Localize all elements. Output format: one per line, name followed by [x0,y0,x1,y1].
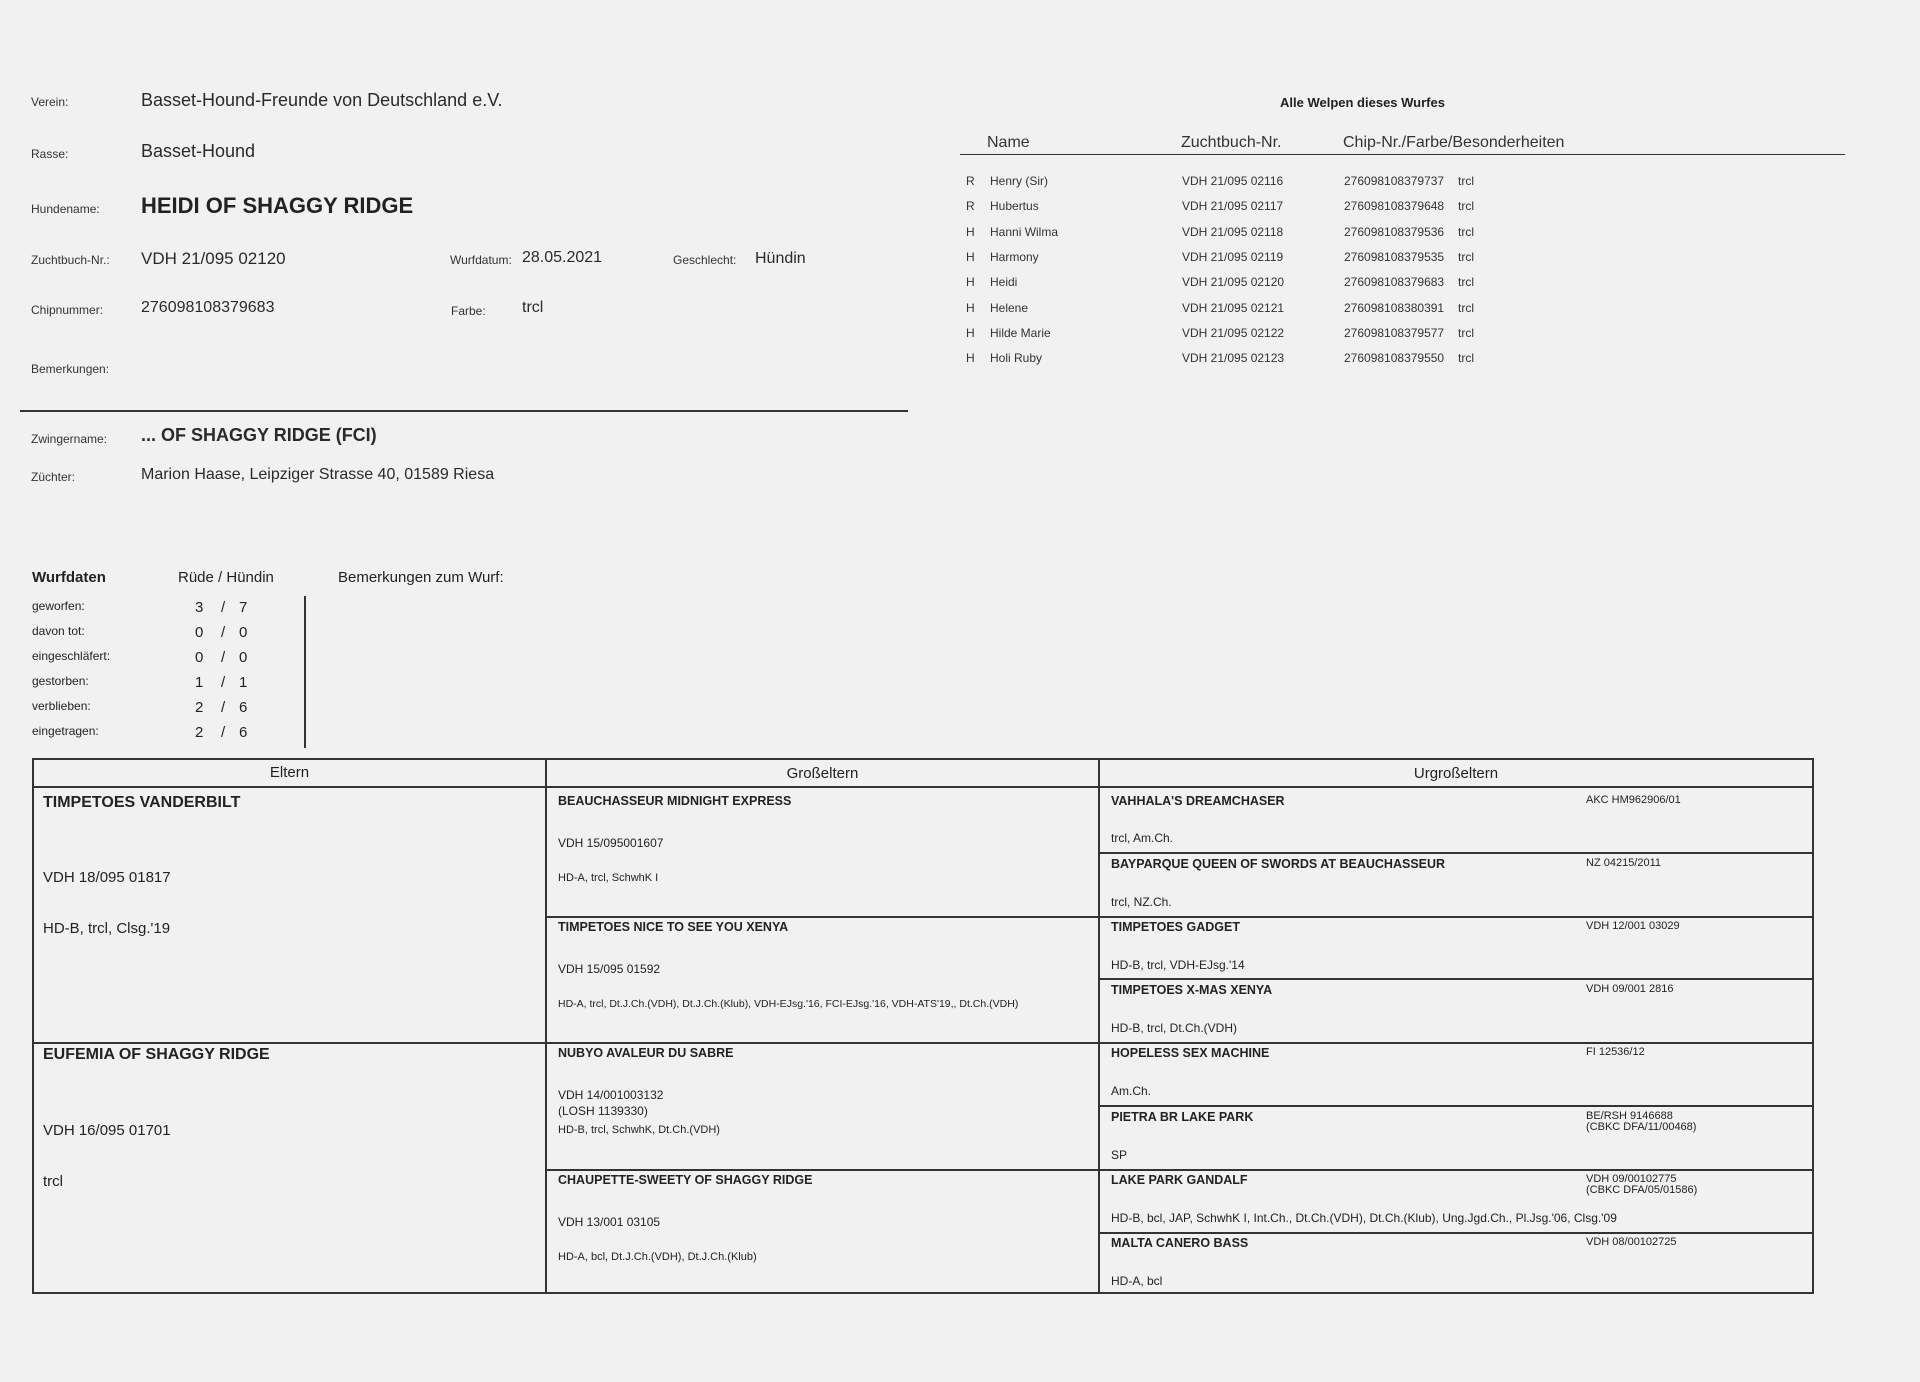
puppy-chip: 276098108379737 [1344,174,1445,188]
farbe-label: Farbe: [451,304,486,318]
puppy-farbe: trcl [1458,224,1474,239]
litter-f: 6 [239,699,248,716]
ggp-info: HD-B, trcl, Dt.Ch.(VDH) [1111,1021,1237,1035]
litter-m: 2 [195,699,204,716]
puppy-chip: 276098108379550 [1344,351,1445,366]
gp-divider-3 [546,1169,1100,1171]
ggp-name: TIMPETOES GADGET [1111,920,1240,934]
ggp-info: trcl, NZ.Ch. [1111,895,1172,909]
ggp-divider-1 [1099,852,1812,854]
ggp-info: HD-B, bcl, JAP, SchwhK I, Int.Ch., Dt.Ch.(VDH), Dt.Ch.(Klub), Ung.Jgd.Ch., Pl.Jsg.'06, Clsg.'09 [1111,1211,1617,1225]
gp-name: TIMPETOES NICE TO SEE YOU XENYA [558,920,789,934]
dam-reg: VDH 16/095 01701 [43,1122,171,1139]
dam-name: EUFEMIA OF SHAGGY RIDGE [43,1046,270,1063]
verein-label: Verein: [31,95,69,109]
puppy-sex: H [966,300,975,315]
zwinger-value: ... OF SHAGGY RIDGE (FCI) [141,425,377,445]
ggp-reg: BE/RSH 9146688 [1586,1110,1673,1122]
litter-remarks-label: Bemerkungen zum Wurf: [338,569,504,586]
litter-slash: / [221,724,226,741]
litter-slash: / [221,624,226,641]
hundename-label: Hundename: [31,202,100,216]
puppy-name: Holi Ruby [990,351,1043,366]
ggp-name: HOPELESS SEX MACHINE [1111,1046,1270,1060]
gp-divider-1 [546,916,1100,918]
chip-label: Chipnummer: [31,303,104,317]
ggp-name: MALTA CANERO BASS [1111,1236,1249,1250]
litter-f: 6 [239,724,248,741]
litter-m: 2 [195,724,204,741]
section-divider [20,410,908,412]
puppy-farbe: trcl [1458,300,1474,315]
gp-reg: VDH 15/095001607 [558,836,664,850]
parent-divider [34,1042,546,1044]
verein-value: Basset-Hound-Freunde von Deutschland e.V. [141,90,503,110]
gp-name: BEAUCHASSEUR MIDNIGHT EXPRESS [558,794,792,808]
litter-m: 0 [195,649,204,666]
puppy-name: Hilde Marie [990,325,1051,340]
zuechter-value: Marion Haase, Leipziger Strasse 40, 01589 Riesa [141,466,495,483]
litter-f: 1 [239,674,248,691]
puppy-farbe: trcl [1458,275,1474,290]
puppy-zb: VDH 21/095 02119 [1182,249,1284,264]
sire-info: HD-B, trcl, Clsg.'19 [43,920,171,937]
puppy-farbe: trcl [1458,199,1474,214]
litter-label: eingeschläfert: [32,649,111,663]
litter-divider [304,596,306,748]
gp-name: NUBYO AVALEUR DU SABRE [558,1046,734,1060]
litter-label: verblieben: [32,699,91,713]
ggp-reg: FI 12536/12 [1586,1046,1645,1058]
puppy-chip: 276098108379536 [1344,224,1445,239]
ggp-divider-2 [1099,916,1812,918]
geschlecht-value: Hündin [755,250,806,267]
puppy-farbe: trcl [1458,325,1474,340]
litter-m: 1 [195,674,204,691]
ggp-reg: AKC HM962906/01 [1586,794,1681,806]
farbe-value: trcl [522,299,544,316]
puppy-zb: VDH 21/095 02120 [1182,275,1285,290]
puppy-name: Hanni Wilma [990,224,1059,239]
ggp-reg: NZ 04215/2011 [1586,857,1662,869]
puppy-zb: VDH 21/095 02123 [1182,351,1285,366]
puppy-name: Helene [990,300,1029,315]
ggp-reg2: (CBKC DFA/05/01586) [1586,1184,1698,1196]
litter-m: 0 [195,624,204,641]
puppy-zb: VDH 21/095 02117 [1182,199,1284,214]
litter-slash: / [221,699,226,716]
puppy-sex: H [966,325,975,340]
dam-info: trcl [43,1173,63,1190]
ggp-reg: VDH 09/001 2816 [1586,983,1674,995]
gp-reg: VDH 15/095 01592 [558,962,661,976]
header-parents: Eltern [34,760,547,788]
gp-reg2: (LOSH 1139330) [558,1104,648,1118]
ggp-name: BAYPARQUE QUEEN OF SWORDS AT BEAUCHASSEUR [1111,857,1446,871]
gp-info: HD-A, trcl, Dt.J.Ch.(VDH), Dt.J.Ch.(Klub), VDH-EJsg.'16, FCI-EJsg.'16, VDH-ATS'19,, Dt.Ch.(VDH) [558,998,1019,1010]
puppy-sex: R [966,174,975,188]
puppies-header-rule [960,154,1845,155]
dog-name: HEIDI OF SHAGGY RIDGE [141,193,414,218]
ggp-reg: VDH 09/00102775 [1586,1173,1677,1185]
col-separator-1 [545,788,547,1294]
puppy-chip: 276098108379683 [1344,275,1445,290]
sire-name: TIMPETOES VANDERBILT [43,794,241,811]
puppy-name: Hubertus [990,199,1039,214]
ggp-info: trcl, Am.Ch. [1111,831,1174,845]
litter-f: 7 [239,599,248,616]
puppy-chip: 276098108379577 [1344,325,1445,340]
geschlecht-label: Geschlecht: [673,253,737,267]
bemerkungen-label: Bemerkungen: [31,362,110,376]
ggp-reg2: (CBKC DFA/11/00468) [1586,1121,1697,1133]
litter-m: 3 [195,599,204,616]
sire-reg: VDH 18/095 01817 [43,869,171,886]
zuchtbuch-label: Zuchtbuch-Nr.: [31,253,110,267]
litter-col-header: Rüde / Hündin [178,569,274,586]
gp-name: CHAUPETTE-SWEETY OF SHAGGY RIDGE [558,1173,813,1187]
puppy-zb: VDH 21/095 02122 [1182,325,1285,340]
puppy-chip: 276098108379648 [1344,199,1445,214]
puppies-col-chip: Chip-Nr./Farbe/Besonderheiten [1343,134,1565,151]
ggp-info: HD-B, trcl, VDH-EJsg.'14 [1111,958,1245,972]
puppy-sex: H [966,224,975,239]
ggp-name: PIETRA BR LAKE PARK [1111,1110,1254,1124]
ggp-divider-7 [1099,1232,1812,1234]
litter-label: gestorben: [32,674,89,688]
ggp-info: Am.Ch. [1111,1084,1152,1098]
ggp-name: VAHHALA'S DREAMCHASER [1111,794,1285,808]
litter-slash: / [221,649,226,666]
puppy-zb: VDH 21/095 02116 [1182,174,1284,188]
puppy-sex: H [966,351,975,366]
ggp-name: TIMPETOES X-MAS XENYA [1111,983,1273,997]
puppy-sex: H [966,275,975,290]
ggp-divider-5 [1099,1105,1812,1107]
litter-f: 0 [239,649,248,666]
header-great-grandparents: Urgroßeltern [1100,760,1812,788]
gp-divider-2 [546,1042,1100,1044]
litter-label: geworfen: [32,599,85,613]
puppy-farbe: trcl [1458,174,1474,188]
litter-label: davon tot: [32,624,85,638]
litter-label: eingetragen: [32,724,99,738]
puppy-chip: 276098108380391 [1344,300,1445,315]
puppies-title: Alle Welpen dieses Wurfes [1280,95,1445,110]
rasse-value: Basset-Hound [141,141,256,161]
litter-f: 0 [239,624,248,641]
zuechter-label: Züchter: [31,470,76,484]
puppy-name: Harmony [990,249,1039,264]
wurfdatum-value: 28.05.2021 [522,249,603,266]
ggp-info: SP [1111,1148,1128,1162]
ggp-divider-3 [1099,978,1812,980]
wurfdatum-label: Wurfdatum: [450,253,512,267]
header-grandparents: Großeltern [547,760,1100,788]
gp-info: HD-A, bcl, Dt.J.Ch.(VDH), Dt.J.Ch.(Klub) [558,1251,757,1263]
zwinger-label: Zwingername: [31,432,108,446]
ggp-divider-6 [1099,1169,1812,1171]
gp-reg: VDH 14/001003132 [558,1088,664,1102]
puppy-zb: VDH 21/095 02118 [1182,224,1284,239]
puppy-name: Henry (Sir) [990,174,1049,188]
puppy-sex: H [966,249,975,264]
ggp-name: LAKE PARK GANDALF [1111,1173,1248,1187]
zuchtbuch-value: VDH 21/095 02120 [141,249,286,268]
gp-reg: VDH 13/001 03105 [558,1215,661,1229]
ggp-info: HD-A, bcl [1111,1274,1163,1288]
chip-value: 276098108379683 [141,299,275,316]
puppy-farbe: trcl [1458,249,1474,264]
gp-info: HD-B, trcl, SchwhK, Dt.Ch.(VDH) [558,1124,720,1136]
puppies-col-name: Name [987,134,1030,151]
puppy-zb: VDH 21/095 02121 [1182,300,1285,315]
puppy-sex: R [966,199,975,214]
puppy-name: Heidi [990,275,1018,290]
rasse-label: Rasse: [31,147,69,161]
puppy-farbe: trcl [1458,351,1474,366]
puppy-chip: 276098108379535 [1344,249,1445,264]
ggp-reg: VDH 12/001 03029 [1586,920,1680,932]
pedigree-table [32,758,1814,1294]
litter-title: Wurfdaten [32,569,106,586]
gp-info: HD-A, trcl, SchwhK I [558,872,659,884]
ggp-divider-4 [1099,1042,1812,1044]
ggp-reg: VDH 08/00102725 [1586,1236,1677,1248]
litter-slash: / [221,599,226,616]
litter-slash: / [221,674,226,691]
col-separator-2 [1098,788,1100,1294]
puppies-col-zuchtbuch: Zuchtbuch-Nr. [1181,134,1282,151]
